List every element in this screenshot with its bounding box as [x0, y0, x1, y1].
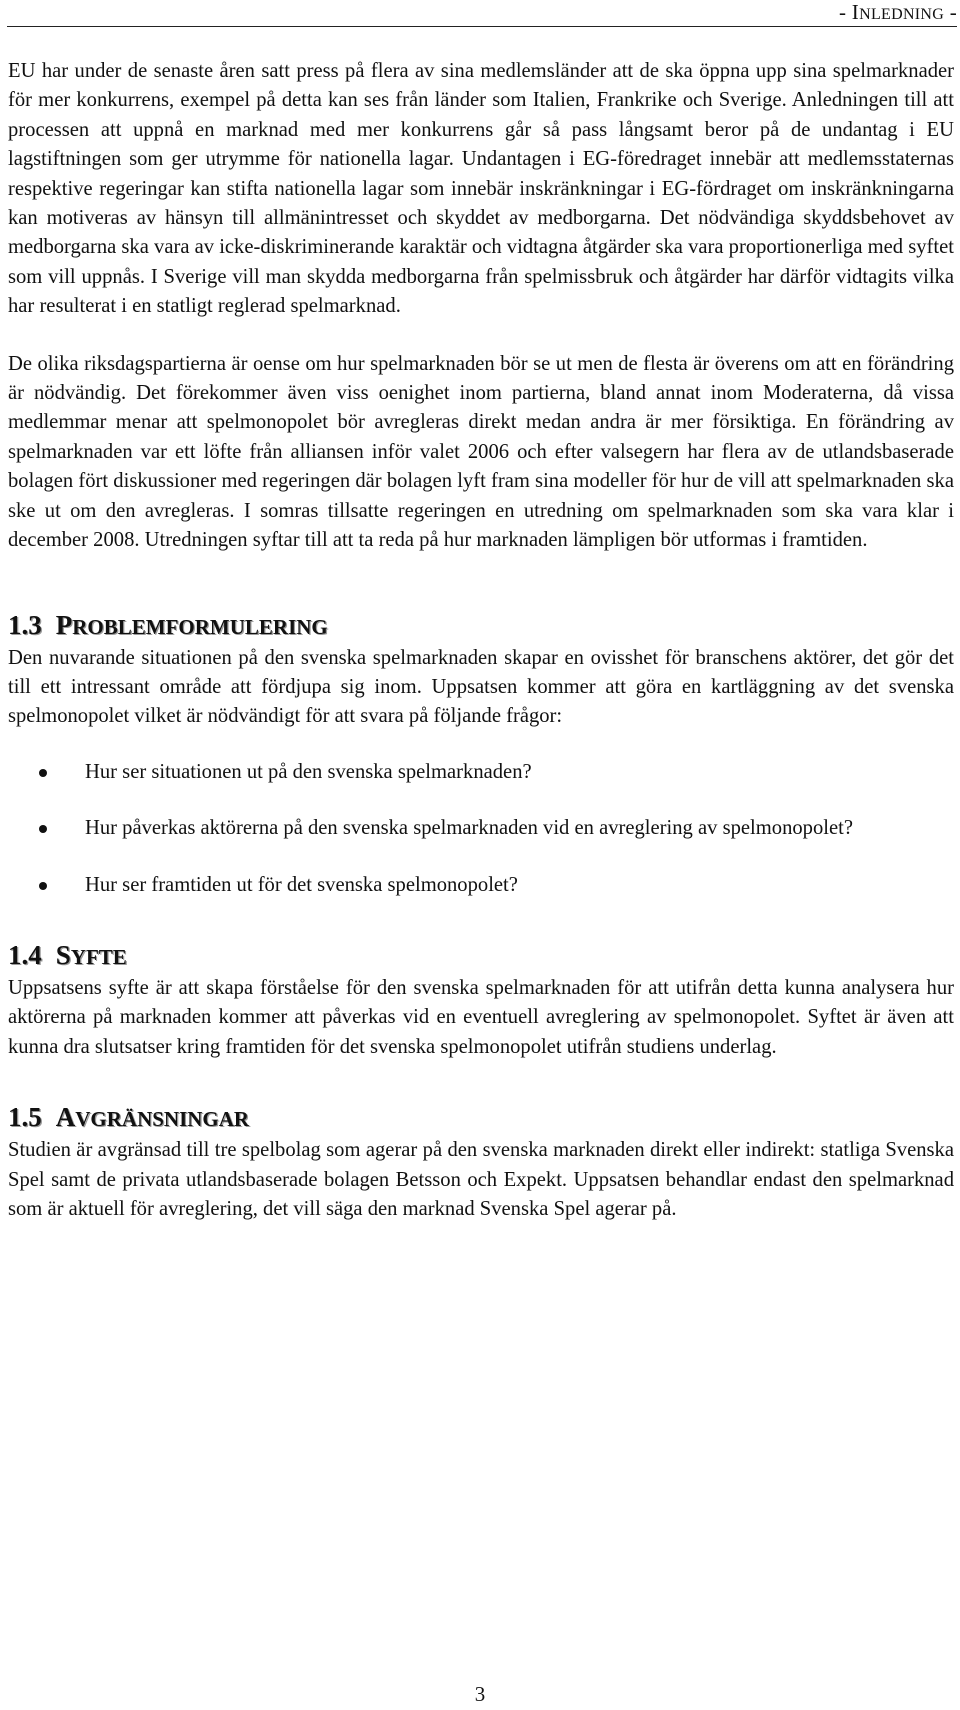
avgransningar-paragraph: Studien är avgränsad till tre spelbolag som agerar på den svenska marknaden direkt eller indirekt: statliga Svenska Spel samt de privata utlandsbaserade bolagen Betsson och Expekt. Uppsatsen behandlar endast den spelmarknad som är aktuell för avreglering, det vill säga den marknad Svenska Spel agerar på. [8, 1139, 954, 1220]
question-item [8, 814, 954, 843]
bullet-icon [39, 769, 47, 777]
intro-paragraph-2: De olika riksdagspartierna är oense om hur spelmarknaden bör se ut men de flesta är överens om att en förändring är nödvändig. Det förekommer även viss oenighet inom partierna, bland annat inom Moderaterna, då vissa medlemmar menar att spelmonopolet bör avregleras direkt medan andra är mer försiktiga. En förändring av spelmarknaden var ett löfte från alliansen inför valet 2006 och efter valsegern har flera av de utlandsbaserade bolagen fört diskussioner med regeringen där bolagen lyft fram sina modeller för hur de vill att spelmarknaden ska ske ut om den avregleras. I somras tillsatte regeringen en utredning om spelmarknaden som ska vara klar i december 2008. Utredningen syftar till att ta reda på hur marknaden lämpligen bör utformas i framtiden. [8, 352, 954, 552]
bullet-icon [39, 882, 47, 890]
section-title-initial: S [55, 939, 71, 970]
section-heading-avgransningar [8, 1100, 954, 1136]
question-text: Hur ser framtiden ut för det svenska spelmonopolet? [85, 873, 518, 896]
running-header-suffix: - [944, 0, 957, 24]
page-content [8, 57, 954, 1224]
section-title-initial: P [55, 609, 73, 640]
running-header-smallcaps: NLEDNING [859, 6, 945, 23]
question-item [8, 758, 954, 787]
question-text: Hur ser situationen ut på den svenska spelmarknaden? [85, 760, 532, 783]
header-rule [7, 26, 957, 27]
question-list [8, 758, 954, 900]
section-heading-problemformulering [8, 608, 954, 644]
section-number: 1.5 [8, 1102, 42, 1133]
section-number: 1.3 [8, 609, 42, 640]
section-title-rest: YFTE [70, 944, 127, 969]
problemformulering-paragraph: Den nuvarande situationen på den svenska spelmarknaden skapar en ovisshet för branschens aktörer, det gör det till ett intressant område att fördjupa sig inom. Uppsatsen kommer att göra en kartläggning av det svenska spelmonopolet vilket är nödvändigt för att svara på följande frågor: [8, 646, 954, 728]
bullet-icon [39, 825, 47, 833]
section-heading-syfte [8, 938, 954, 974]
question-item [8, 871, 954, 900]
section-title-rest: VGRÄNSNINGAR [75, 1107, 250, 1132]
question-text: Hur påverkas aktörerna på den svenska spelmarknaden vid en avreglering av spelmonopolet? [85, 817, 853, 840]
page-number: 3 [474, 1682, 486, 1706]
section-title-initial: A [55, 1102, 76, 1133]
running-header [839, 0, 957, 25]
running-header-prefix: - I [838, 0, 860, 24]
intro-paragraph-1: EU har under de senaste åren satt press på flera av sina medlemsländer att de ska öppna upp sina spelmarknader för mer konkurrens, exempel på detta kan ses från länder som Italien, Frankrike och Sverige. Anledningen till att processen att uppnå en marknad med mer konkurrens går så pass långsamt beror på de undantag i EU lagstiftningen som ger utrymme för nationella lagar. Undantagen i EG-föredraget innebär att medlemsstaternas respektive regeringar kan stifta nationella lagar som innebär inskränkningar i EG-fördraget om inskränkningarna kan motiveras av hänsyn till allmänintresset och skyddet av medborgarna. Det nödvändiga skyddsbehovet av medborgarna ska vara av icke-diskriminerande karaktär och vidtagna åtgärder ska vara proportionerliga med syftet som vill uppnås. I Sverige vill man skydda medborgarna från spelmissbruk och åtgärder har därför vidtagits vilka har resulterat i en statligt reglerad spelmarknad. [8, 60, 954, 318]
section-title-rest: ROBLEMFORMULERING [72, 614, 328, 639]
syfte-paragraph: Uppsatsens syfte är att skapa förståelse för den svenska spelmarknaden för att utifrån detta kunna analysera hur aktörerna på marknaden kommer att påverkas vid en eventuell avreglering av spelmonopolet. Syftet är även att kunna dra slutsatser kring framtiden för det svenska spelmonopolet utifrån studiens underlag. [8, 976, 954, 1058]
section-number: 1.4 [8, 939, 42, 970]
